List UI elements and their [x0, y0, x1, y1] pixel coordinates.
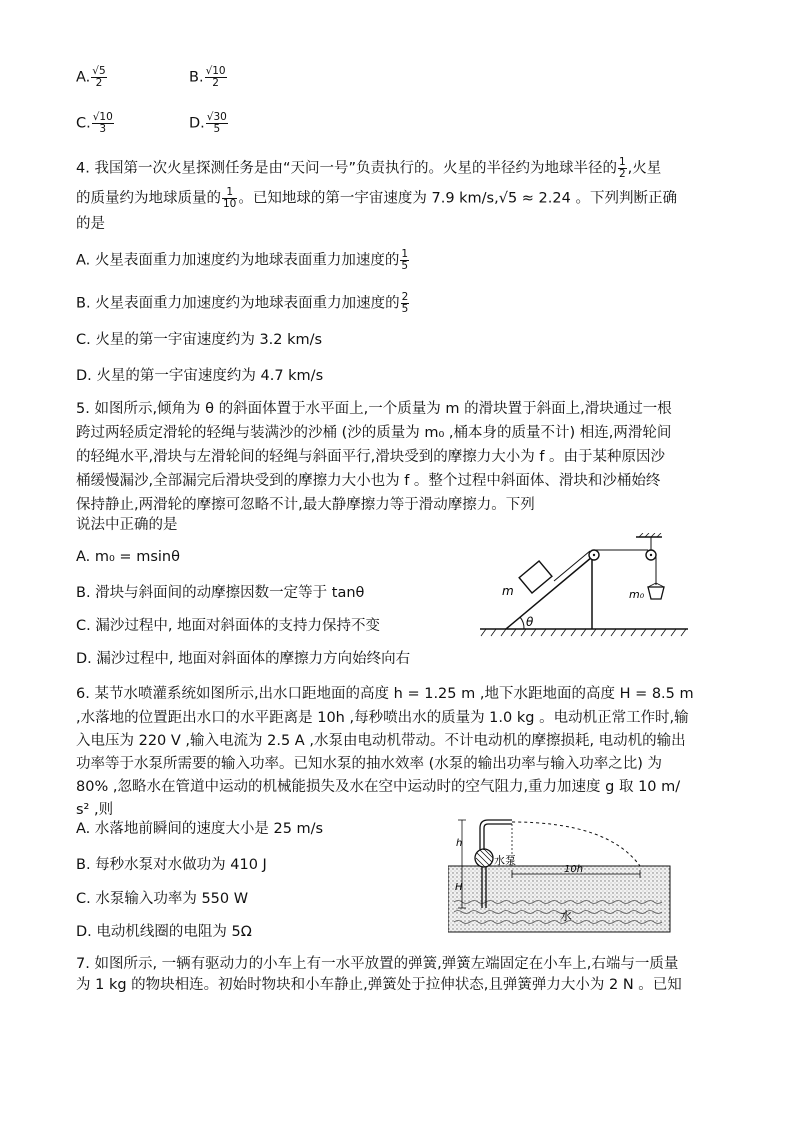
h-label: h: [456, 838, 463, 849]
q3-option-b: B. $\frac{√10}{2}$: [189, 65, 226, 89]
q6-option-d: D. 电动机线圈的电阻为 5Ω: [76, 924, 252, 940]
q7-stem-line2: 为 1 kg 的物块相连。初始时物块和小车静止,弹簧处于拉伸状态,且弹簧弹力大小为 2 N 。已知: [76, 977, 682, 993]
q5-option-a: A. m₀ = msinθ: [76, 549, 180, 565]
q5-stem-line5: 保持静止,两滑轮的摩擦可忽略不计,最大静摩擦力等于滑动摩擦力。下列: [76, 497, 535, 513]
q6-option-b: B. 每秒水泵对水做功为 410 J: [76, 857, 267, 873]
q5-option-c: C. 漏沙过程中, 地面对斜面体的支持力保持不变: [76, 618, 381, 634]
q4-stem-line3: 的是: [76, 216, 105, 232]
q4-option-a: A. 火星表面重力加速度约为地球表面重力加速度的 $\frac{1}{5}$: [76, 248, 409, 272]
q4-option-c: C. 火星的第一宇宙速度约为 3.2 km/s: [76, 332, 323, 348]
q5-option-d: D. 漏沙过程中, 地面对斜面体的摩擦力方向始终向右: [76, 651, 411, 667]
q6-stem-line4: 功率等于水泵所需要的输入功率。已知水泵的抽水效率 (水泵的输出功率与输入功率之比) 为: [76, 756, 663, 772]
pump-label: 水泵: [494, 854, 516, 867]
q3-option-a: A. $\frac{√5}{2}$: [76, 65, 106, 89]
q7-stem-line1: 7. 如图所示, 一辆有驱动力的小车上有一水平放置的弹簧,弹簧左端固定在小车上,右端与一质量: [76, 956, 679, 972]
q4-option-d: D. 火星的第一宇宙速度约为 4.7 km/s: [76, 368, 324, 384]
q5-stem-line3: 的轻绳水平,滑块与左滑轮间的轻绳与斜面平行,滑块受到的摩擦力大小为 f 。由于某种原因沙: [76, 449, 666, 465]
q6-stem-line5: 80% ,忽略水在管道中运动的机械能损失及水在空中运动时的空气阻力,重力加速度 g 取 10 m/: [76, 779, 681, 795]
mass-m0-label: m₀: [629, 588, 645, 601]
10h-label: 10h: [564, 864, 584, 875]
q3-option-c: C. $\frac{√10}{3}$: [76, 111, 113, 135]
q5-stem-line6: 说法中正确的是: [76, 517, 178, 533]
q6-stem-line3: 入电压为 220 V ,输入电流为 2.5 A ,水泵由电动机带动。不计电动机的摩擦损耗, 电动机的输出: [76, 733, 686, 749]
H-label: H: [455, 882, 463, 893]
q4-option-b: B. 火星表面重力加速度约为地球表面重力加速度的 $\frac{2}{5}$: [76, 291, 409, 315]
pump-irrigation-figure: [448, 808, 672, 934]
q4-stem-line1: 4. 我国第一次火星探测任务是由“天问一号”负责执行的。火星的半径约为地球半径的 $\frac{1}{2}$ ,火星: [76, 156, 662, 180]
q5-stem-line4: 桶缓慢漏沙,全部漏完后滑块受到的摩擦力大小也为 f 。整个过程中斜面体、滑块和沙桶始终: [76, 473, 661, 489]
q5-option-b: B. 滑块与斜面间的动摩擦因数一定等于 tanθ: [76, 585, 365, 601]
incline-pulley-figure: [476, 533, 696, 638]
q6-stem-line6: s² ,则: [76, 802, 114, 818]
q5-stem-line2: 跨过两轻质定滑轮的轻绳与装满沙的沙桶 (沙的质量为 m₀ ,桶本身的质量不计) 相连,两滑轮间: [76, 425, 672, 441]
q5-stem-line1: 5. 如图所示,倾角为 θ 的斜面体置于水平面上,一个质量为 m 的滑块置于斜面上,滑块通过一根: [76, 401, 672, 417]
water-label: 水: [560, 909, 573, 923]
q6-option-a: A. 水落地前瞬间的速度大小是 25 m/s: [76, 821, 324, 837]
q6-stem-line1: 6. 某节水喷灌系统如图所示,出水口距地面的高度 h = 1.25 m ,地下水距地面的高度 H = 8.5 m: [76, 686, 694, 702]
q4-stem-line2: 的质量约为地球质量的 $\frac{1}{10}$ 。已知地球的第一宇宙速度为 7.9 km/s,√5 ≈ 2.24 。下列判断正确: [76, 186, 677, 210]
q6-option-c: C. 水泵输入功率为 550 W: [76, 891, 249, 907]
q6-stem-line2: ,水落地的位置距出水口的水平距离是 10h ,每秒喷出水的质量为 1.0 kg 。电动机正常工作时,输: [76, 710, 689, 726]
q3-option-d: D. $\frac{√30}{5}$: [189, 111, 227, 135]
theta-label: θ: [526, 615, 534, 629]
mass-m-label: m: [502, 584, 514, 598]
